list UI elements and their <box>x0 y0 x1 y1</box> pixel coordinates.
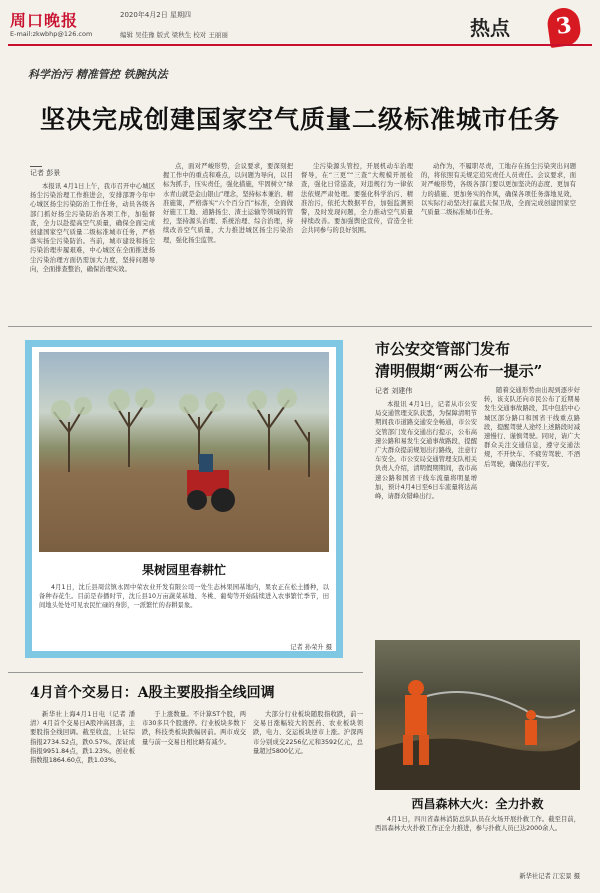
market-headline: 4月首个交易日：A股主要股指全线回调 <box>30 685 275 701</box>
issue-date: 2020年4月2日 星期四 <box>120 11 191 19</box>
editorial-staff: 编辑 吴佳豫 版式 梁秋生 校对 王丽丽 <box>120 31 228 39</box>
header-rule <box>8 44 592 46</box>
market-divider <box>8 672 363 673</box>
section-title: 热点 <box>470 16 510 40</box>
orchard-scene <box>39 352 329 552</box>
traffic-headline-line-2: 清明假期“两公布一提示” <box>375 362 543 380</box>
forest-fire-photo <box>375 640 580 790</box>
lead-byline: 记者 彭景 <box>30 169 61 177</box>
lead-column-4: 动作为，不履职尽责，工地存在扬尘污染突出问题的，将依照有关规定追究责任人员责任。会议要求，面对严峻形势，各级各部门要以更加坚决的态度、更加有力的措施、更加务实的作风，确保各项任务落地见效，以实际行动坚决打赢蓝天保卫战，全面完成创建国家空气质量二级标准城市任务。 <box>421 163 576 217</box>
orchard-photo-frame <box>25 340 343 658</box>
traffic-headline-line-1: 市公安交管部门发布 <box>375 340 511 358</box>
fire-caption-text: 4月1日，四川省森林消防总队队员在火场开展扑救工作。截至目前，西昌森林大火扑救工作正全力推进，参与扑救人员已达2000余人。 <box>375 816 580 832</box>
page-number-badge: 3 <box>546 6 583 48</box>
orchard-caption-text: 4月1日，沈丘县周营镇永固中荣农业开发有限公司一处生态林果园基地内，果农正在松土播种，以备种春花生。目前是春播时节，沈丘县10万亩蔬菜基地、冬桃、葡萄等开始陆续进入农事繁忙季节，田间地头处处可见农民忙碌的身影，一派繁忙的春耕景象。 <box>39 584 329 609</box>
market-column-2: 于上涨数量。不计算ST个股，两市30多只个股涨停。行业板块多数下跌，科技类板块跌幅居前。两市成交量与前一交易日相比略有减少。 <box>142 711 246 746</box>
contact-email: E-mail:zkwbhp@126.com <box>10 30 93 38</box>
orchard-photo-credit: 记者 孙荣升 摄 <box>290 644 332 651</box>
orchard-tractor-photo <box>39 352 329 552</box>
market-column-3: 大部分行业板块随股指收跌，前一交易日涨幅较大的医药、农业板块领跌，电力、交运板块逆市上涨。沪深两市分别成交2256亿元和3592亿元，总量超过5800亿元。 <box>253 711 363 755</box>
byline-rule <box>30 166 42 167</box>
market-column-1: 新华社上海4月1日电（记者 潘清）4月首个交易日A股冲高回落，主要股指全线回调。截至收盘，上证综指报2734.52点，跌0.57%。深证成指报9951.84点，跌1.23%。创业板指数报1864.60点，跌1.03%。 <box>30 711 135 765</box>
firefighter-scene <box>375 640 580 790</box>
traffic-column-1: 本报讯 4月1日，记者从市公安局交通管理支队获悉，为保障清明节期间我市道路交通安全畅通，市公安交管部门发布交通出行提示，公布高速公路和易发生交通事故路段，提醒广大群众提前规划出行路线，注意行车安全。市公安局交通管理支队相关负责人介绍，清明假期期间，我市高速公路和国省干线车流量将明显增加，预计4月4日至6日车流量将达高峰，请群众错峰出行。 <box>375 401 477 501</box>
lead-column-3: 尘污染源头管控，开展机动车治理督导，在“三更”“三查”大规模开展检查，强化日常巡查，对违规行为一律依法依规严肃处理。要强化科学治污、精准治污，依托大数据平台，加强监测预警，及时发现问题，全力推动空气质量持续改善。要加强舆论宣传，营造全社会共同参与的良好氛围。 <box>301 163 413 235</box>
newspaper-logo: 周口晚报 <box>10 11 79 30</box>
section-divider <box>8 326 592 327</box>
fire-photo-credit: 新华社记者 江宏景 摄 <box>519 873 580 880</box>
lead-kicker: 科学治污 精准管控 铁腕执法 <box>28 68 168 81</box>
traffic-column-2: 随着交通形势由出现到逐步好转，该支队还向市民公布了近期易发生交通事故路段，其中包括中心城区部分路口和国省干线重点路段，提醒驾驶人途经上述路段时减速慢行、谨慎驾驶。同时，请广大群众关注交通信息，遵守交通法规，不开快车、不疲劳驾驶、不酒后驾驶，确保出行平安。 <box>484 387 580 468</box>
traffic-byline: 记者 刘建伟 <box>375 387 413 395</box>
orchard-caption-title: 果树园里春耕忙 <box>141 563 226 577</box>
lead-column-1: 本报讯 4月1日上午，我市召开中心城区扬尘污染治理工作推进会，安排部署今年中心城区扬尘污染防治工作任务，动员各级各部门抓好扬尘污染防治各项工作，加强督查，全力以赴提高空气质量，确保全面完成创建国家空气质量二级标准城市任务，严格落实扬尘污染防治。当前，城市建设和扬尘污染治理步履艰难，中心城区在全面推进扬尘污染治理方面仍需加大力度，坚持问题导向，全面排查整治，确保治理实效。 <box>30 183 155 273</box>
lead-column-2: 点，面对严峻形势，会议要求，要深刻把握工作中的重点和难点，以问题为导向，以目标为抓手，压实责任，强化措施，牢固树立“绿水青山就是金山银山”理念，坚持标本兼治、精准施策，严格落实“六个百分百”标准，全面做好施工工地、道路扬尘、渣土运输等领域的管控，坚持源头治理、系统治理、综合治理，持续改善空气质量，大力推进城区扬尘污染治理，强化扬尘监管。 <box>163 163 293 244</box>
traffic-headline <box>375 338 542 382</box>
fire-caption-title: 西昌森林大火：全力扑救 <box>411 797 544 811</box>
lead-headline: 坚决完成创建国家空气质量二级标准城市任务 <box>39 105 560 134</box>
